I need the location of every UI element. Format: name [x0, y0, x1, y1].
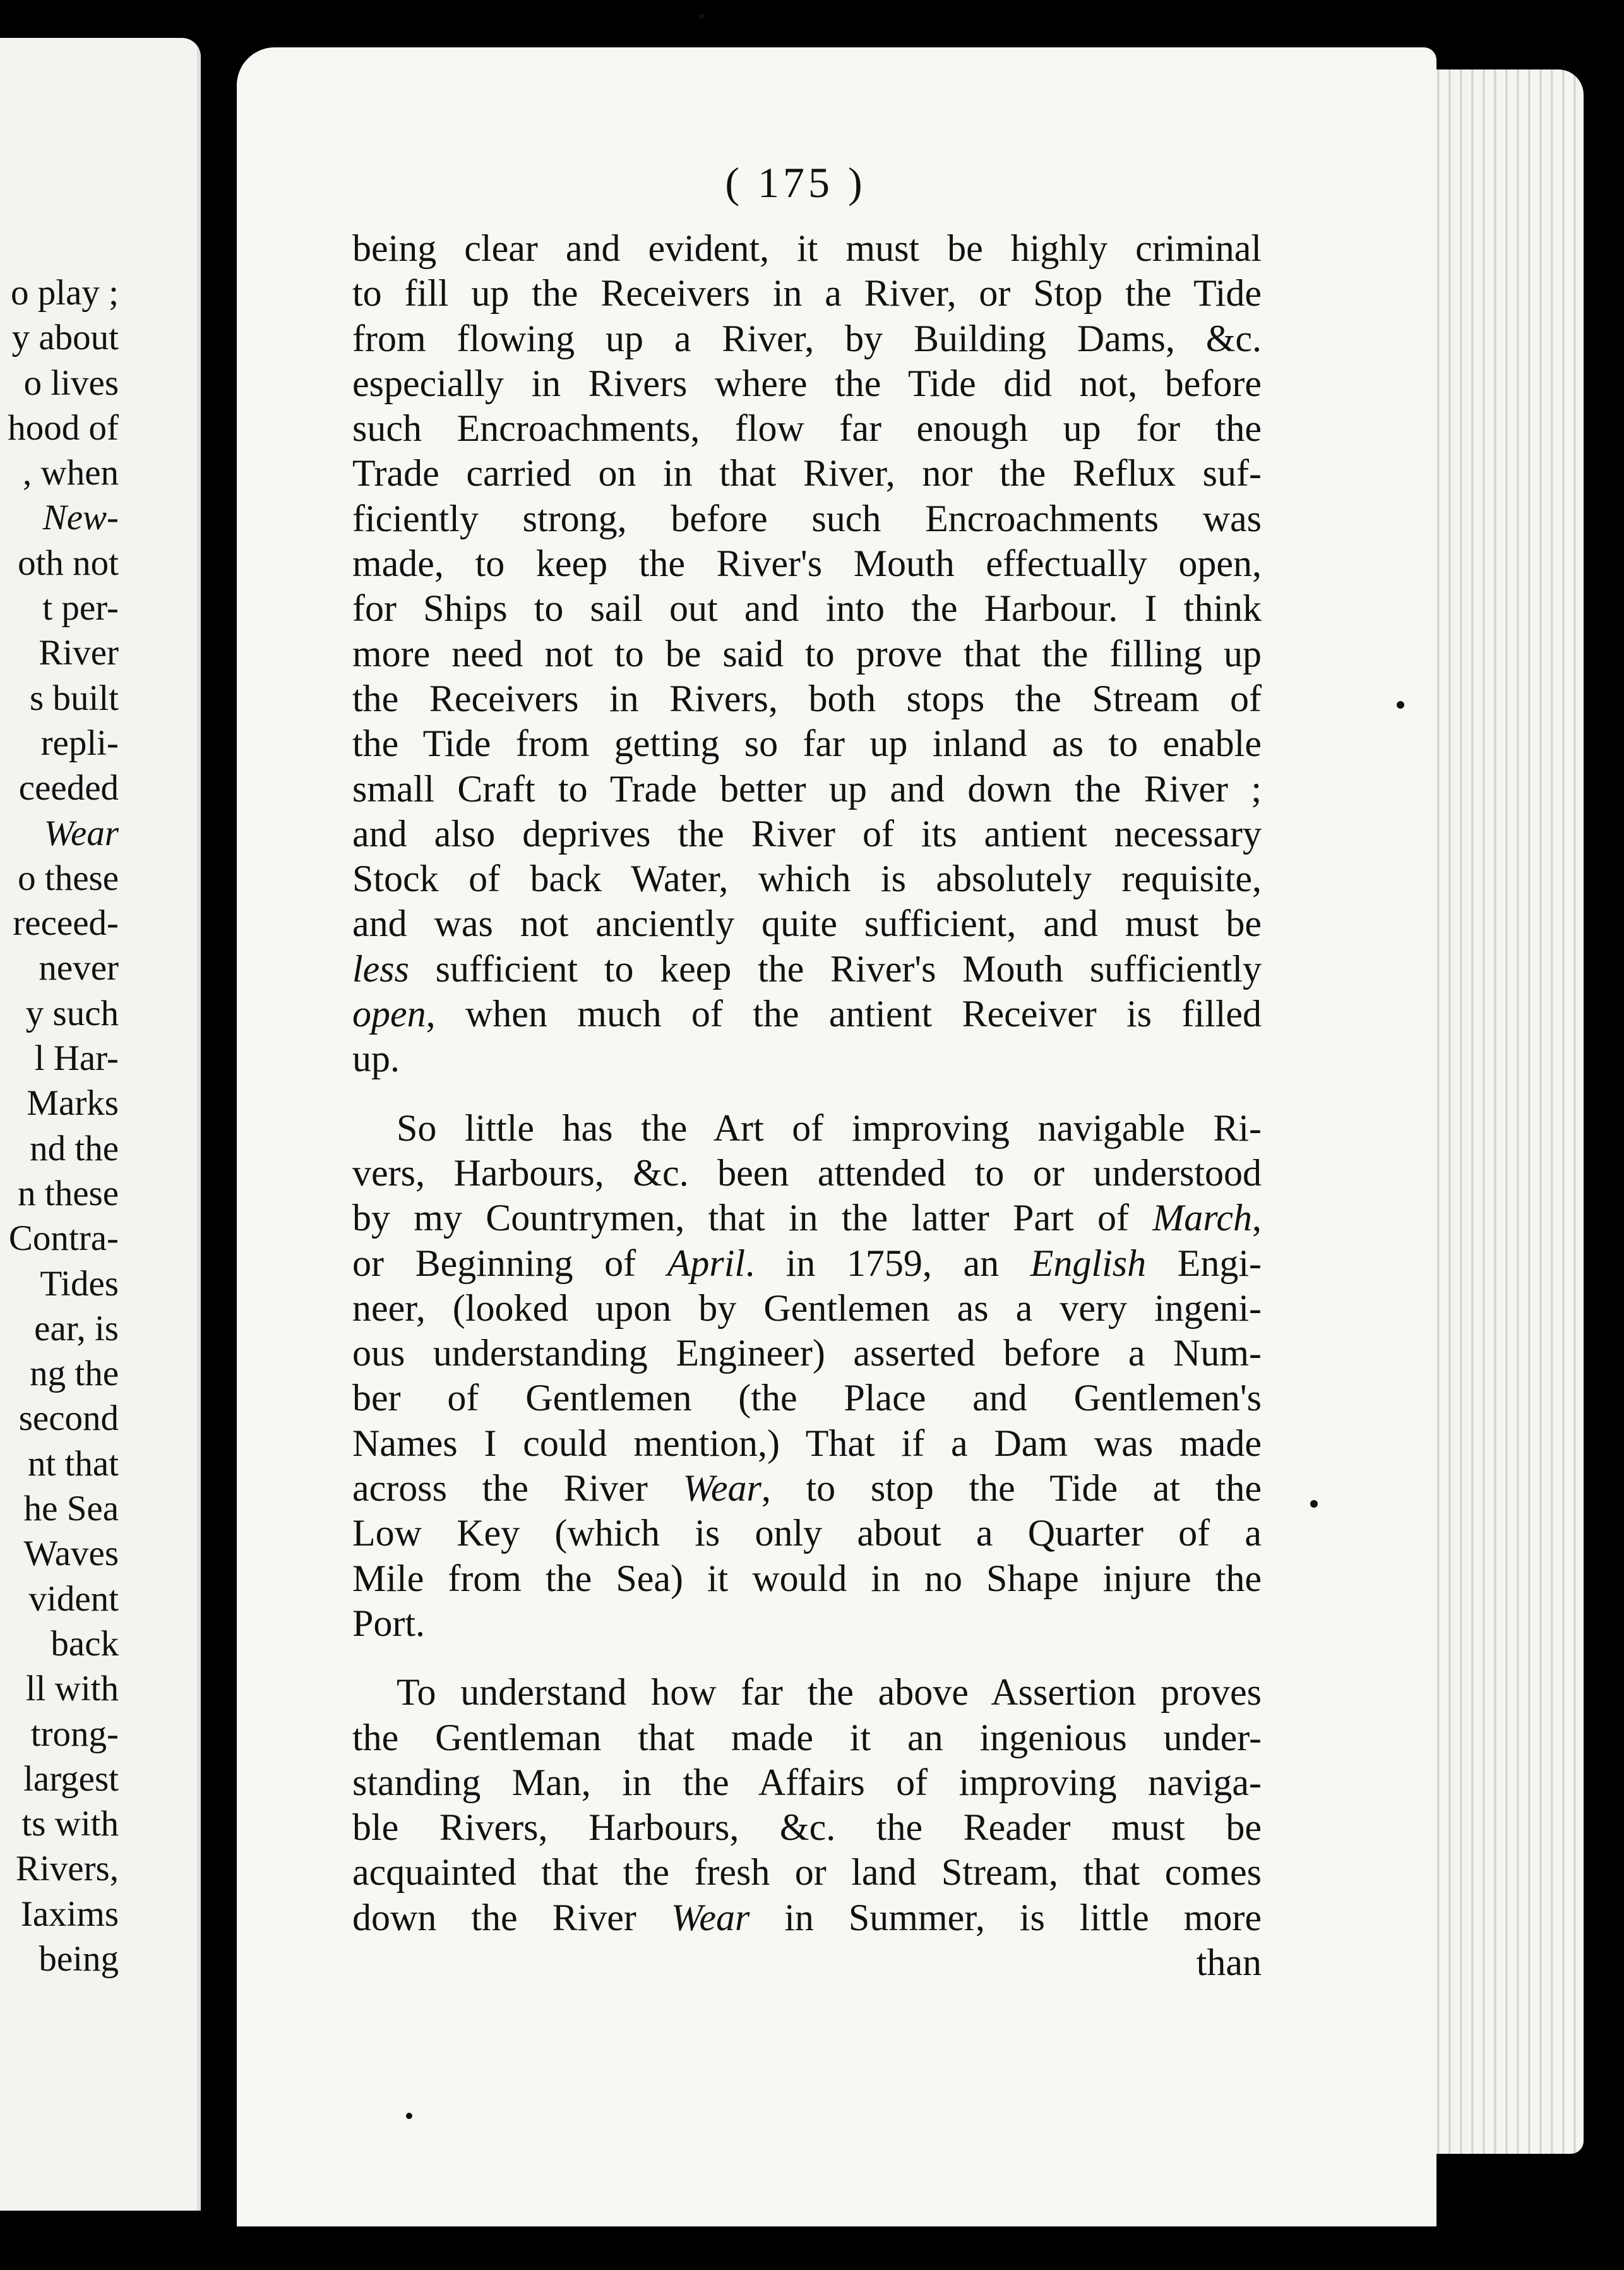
- facing-page-line: Waves: [23, 1534, 119, 1574]
- text-line: [352, 721, 1262, 766]
- text-run: being clear and evident, it must be highly criminal: [352, 227, 1262, 269]
- text-run: across the River: [352, 1467, 683, 1510]
- facing-page-line: Tides: [40, 1263, 119, 1304]
- text-run: ble Rivers, Harbours, &c. the Reader must be: [352, 1806, 1262, 1849]
- text-line: [352, 1850, 1262, 1895]
- page-body-text: [352, 226, 1262, 1985]
- text-line: [352, 1331, 1262, 1376]
- facing-page-line: nt that: [27, 1443, 119, 1484]
- text-line: [352, 586, 1262, 631]
- text-run: and also deprives the River of its antient necessary: [352, 812, 1262, 855]
- text-line: [352, 1556, 1262, 1601]
- italic-text: open: [352, 993, 426, 1035]
- facing-page-text-fragments: [0, 270, 119, 1981]
- text-run: . in 1759, an: [745, 1242, 1030, 1284]
- facing-page-line: repli-: [40, 723, 119, 763]
- ink-speck: [406, 2113, 412, 2119]
- text-run: the Receivers in Rivers, both stops the Stream of: [352, 677, 1262, 719]
- text-line: [352, 1466, 1262, 1511]
- text-line: [352, 767, 1262, 812]
- facing-page-left: [0, 38, 201, 2211]
- text-run: the Tide from getting so far up inland as to enable: [352, 723, 1262, 765]
- italic-text: Wear: [671, 1896, 750, 1938]
- text-line: [352, 271, 1262, 316]
- facing-page-line: oth not: [18, 543, 119, 583]
- text-run: So little has the Art of improving navigable Ri-: [397, 1107, 1262, 1149]
- text-line: [352, 1715, 1262, 1760]
- text-run: Port.: [352, 1602, 426, 1644]
- text-line: [352, 1760, 1262, 1805]
- text-line: [352, 1376, 1262, 1420]
- facing-page-line: ear, is: [34, 1308, 119, 1348]
- text-run: standing Man, in the Affairs of improving naviga-: [352, 1761, 1262, 1803]
- text-run: Low Key (which is only about a Quarter of a: [352, 1512, 1262, 1554]
- facing-page-line: o lives: [23, 363, 119, 403]
- facing-page-line: ng the: [30, 1354, 119, 1394]
- facing-page-line: New-: [42, 498, 119, 538]
- text-line: [352, 541, 1262, 586]
- text-line: [352, 1805, 1262, 1850]
- text-run: from flowing up a River, by Building Dams, &c.: [352, 317, 1262, 359]
- text-run: Engi-: [1146, 1242, 1262, 1284]
- facing-page-line: y such: [25, 993, 119, 1033]
- text-line: [352, 632, 1262, 676]
- text-line: [352, 406, 1262, 451]
- facing-page-line: Marks: [27, 1083, 119, 1124]
- facing-page-line: n these: [18, 1173, 119, 1213]
- facing-page-line: Contra-: [8, 1218, 119, 1259]
- facing-page-edge: [197, 38, 201, 2211]
- ink-speck: [699, 14, 704, 19]
- facing-page-line: o these: [18, 858, 119, 898]
- text-run: or Beginning of: [352, 1242, 667, 1284]
- facing-page-line: second: [18, 1398, 119, 1439]
- text-run: Names I could mention,) That if a Dam was made: [352, 1422, 1262, 1464]
- facing-page-line: River: [39, 633, 119, 673]
- facing-page-line: receed-: [13, 903, 119, 944]
- text-line: [352, 676, 1262, 721]
- text-line: [352, 451, 1262, 496]
- ink-speck: [1397, 701, 1404, 709]
- italic-text: March: [1152, 1197, 1252, 1239]
- facing-page-line: , when: [23, 453, 119, 493]
- text-run: small Craft to Trade better up and down the River ;: [352, 767, 1262, 810]
- facing-page-line: never: [39, 948, 119, 988]
- text-line: [352, 1895, 1262, 1940]
- text-line: [352, 1601, 1262, 1646]
- text-run: up.: [352, 1038, 400, 1080]
- text-run: acquainted that the fresh or land Stream, that comes: [352, 1851, 1262, 1894]
- italic-text: Wear: [683, 1467, 761, 1510]
- text-line: [352, 947, 1262, 992]
- text-run: down the River: [352, 1896, 671, 1938]
- italic-text: April: [667, 1242, 746, 1284]
- text-run: made, to keep the River's Mouth effectually open,: [352, 543, 1262, 585]
- facing-page-line: nd the: [30, 1128, 119, 1168]
- facing-page-line: ll with: [25, 1669, 119, 1709]
- facing-page-line: Rivers,: [15, 1849, 119, 1889]
- facing-page-line: being: [39, 1938, 119, 1979]
- text-run: ous understanding Engineer) asserted before a Num-: [352, 1332, 1262, 1374]
- text-run: especially in Rivers where the Tide did not, before: [352, 362, 1262, 404]
- text-run: the Gentleman that made it an ingenious under-: [352, 1716, 1262, 1758]
- text-run: To understand how far the above Assertion proves: [397, 1671, 1262, 1714]
- text-line: [352, 1036, 1262, 1081]
- text-line: [352, 901, 1262, 946]
- text-run: vers, Harbours, &c. been attended to or understood: [352, 1151, 1262, 1194]
- text-run: ber of Gentlemen (the Place and Gentlemen's: [352, 1377, 1262, 1419]
- text-run: and was not anciently quite sufficient, and must be: [352, 903, 1262, 945]
- text-run: ,: [1252, 1197, 1262, 1239]
- italic-text: English: [1030, 1242, 1147, 1284]
- text-run: by my Countrymen, that in the latter Part of: [352, 1197, 1153, 1239]
- text-run: to fill up the Receivers in a River, or Stop the Tide: [352, 272, 1262, 315]
- facing-page-line: t per-: [42, 588, 119, 628]
- facing-page-line: trong-: [30, 1714, 119, 1754]
- text-run: ficiently strong, before such Encroachments was: [352, 497, 1262, 539]
- facing-page-line: hood of: [8, 407, 119, 448]
- facing-page-line: o play ;: [11, 273, 119, 313]
- facing-page-line: largest: [23, 1758, 119, 1799]
- text-line: [352, 496, 1262, 541]
- book-fore-edge: [1428, 69, 1584, 2154]
- facing-page-line: y about: [11, 318, 119, 358]
- text-run: Trade carried on in that River, nor the Reflux suf-: [352, 452, 1262, 495]
- text-line: [352, 1421, 1262, 1466]
- facing-page-line: s built: [30, 678, 119, 718]
- text-line: [352, 1286, 1262, 1331]
- text-line: [352, 1151, 1262, 1196]
- text-line: [352, 812, 1262, 856]
- text-line: [352, 361, 1262, 406]
- text-run: for Ships to sail out and into the Harbour. I think: [352, 587, 1262, 630]
- text-line: [352, 1196, 1262, 1240]
- text-run: such Encroachments, flow far enough up for the: [352, 407, 1262, 450]
- facing-page-line: ceeded: [18, 768, 119, 808]
- text-run: neer, (looked upon by Gentlemen as a very ingeni-: [352, 1287, 1262, 1329]
- facing-page-line: l Har-: [34, 1038, 119, 1079]
- text-run: more need not to be said to prove that the filling up: [352, 632, 1262, 675]
- text-line: [352, 226, 1262, 271]
- text-run: , to stop the Tide at the: [761, 1467, 1262, 1510]
- facing-page-line: Iaxims: [20, 1894, 119, 1934]
- ink-speck: [1310, 1500, 1318, 1508]
- page-number: ( 175 ): [725, 159, 866, 207]
- text-line: [352, 1670, 1262, 1715]
- text-line: [352, 1940, 1262, 1985]
- text-line: [352, 316, 1262, 361]
- text-line: [352, 1241, 1262, 1286]
- text-line: [352, 1106, 1262, 1151]
- text-line: [352, 992, 1262, 1036]
- text-line: [352, 1511, 1262, 1556]
- text-run: in Summer, is little more: [749, 1896, 1262, 1938]
- text-line: [352, 856, 1262, 901]
- text-run: Mile from the Sea) it would in no Shape injure the: [352, 1557, 1262, 1599]
- italic-text: less: [352, 947, 409, 990]
- text-run: sufficient to keep the River's Mouth sufficiently: [409, 947, 1262, 990]
- facing-page-line: Wear: [44, 813, 119, 853]
- text-run: than: [1196, 1941, 1262, 1983]
- text-run: Stock of back Water, which is absolutely requisite,: [352, 858, 1262, 900]
- facing-page-line: vident: [28, 1578, 119, 1619]
- text-run: , when much of the antient Receiver is filled: [426, 993, 1262, 1035]
- facing-page-line: ts with: [21, 1804, 119, 1844]
- facing-page-line: back: [51, 1623, 119, 1664]
- facing-page-line: he Sea: [23, 1489, 119, 1529]
